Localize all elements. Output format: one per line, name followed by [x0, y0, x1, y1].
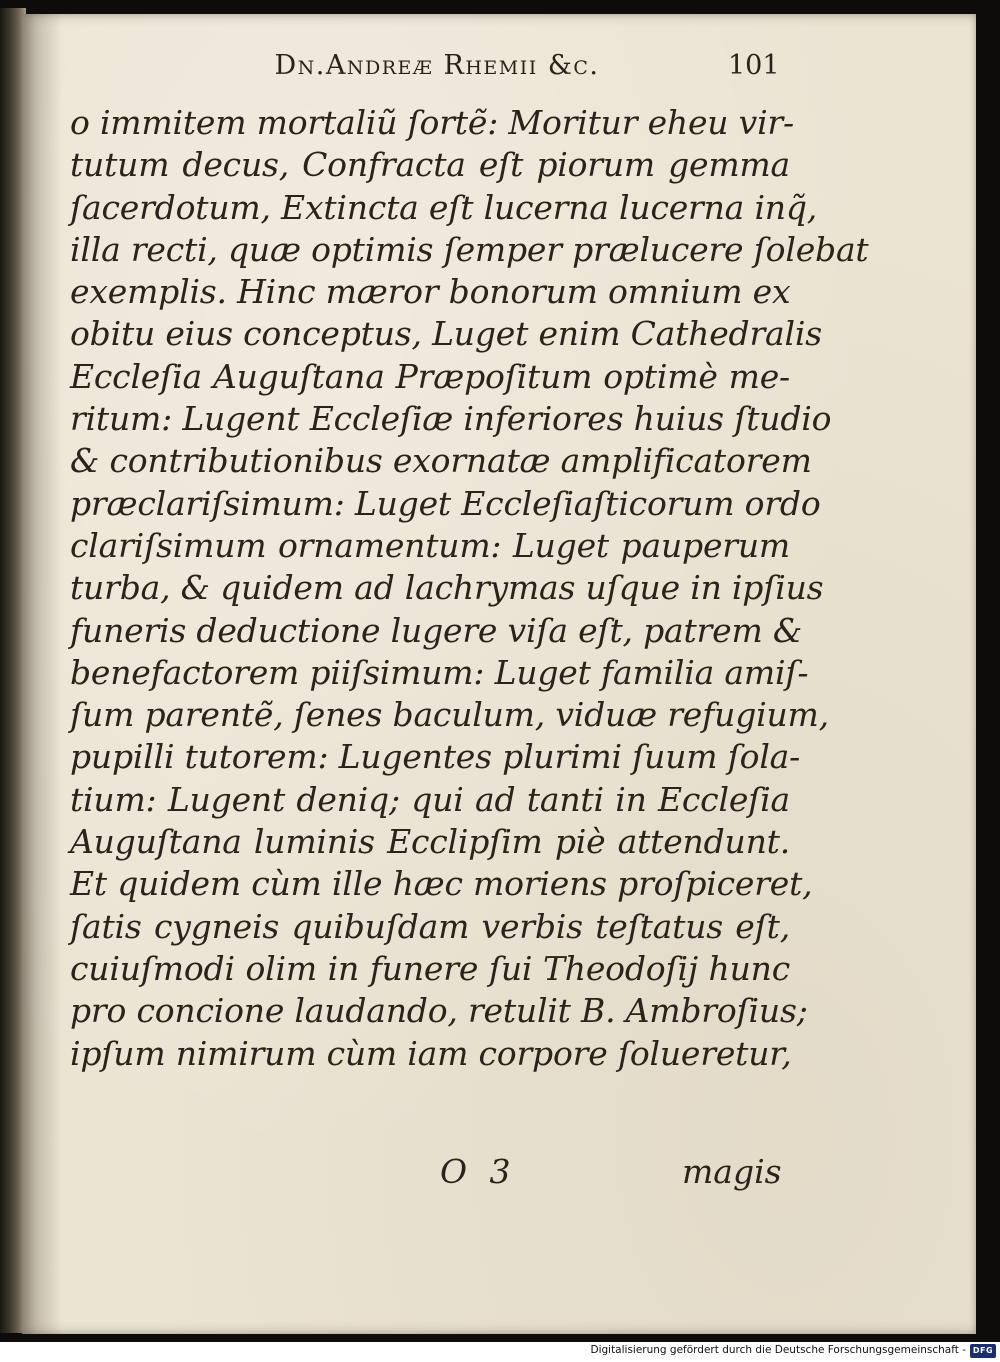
text-line: pro concione laudando, retulit B. Ambroſius; [70, 991, 808, 1031]
text-line: ſacerdotum, Extincta eſt lucerna lucerna inq̃, [70, 187, 818, 227]
funding-credit-text: Digitalisierung gefördert durch die Deutsche Forschungsgemeinschaft - [590, 1344, 966, 1356]
text-line: Auguſtana luminis Ecclipſim piè attendunt. [70, 822, 790, 862]
text-line: turba, & quidem ad lachrymas uſque in ipſius [70, 568, 824, 608]
text-line: illa recti, quæ optimis ſemper prælucere ſolebat [70, 229, 869, 269]
text-line: ritum: Lugent Eccleſiæ inferiores huius ſtudio [70, 399, 832, 439]
text-line: Eccleſia Auguſtana Præpoſitum optimè me- [70, 356, 790, 396]
book-page [22, 14, 976, 1334]
text-line: tutum decus, Confracta eſt piorum gemma [70, 145, 790, 185]
text-line: cuiuſmodi olim in funere ſui Theodoſij hunc [70, 948, 790, 988]
dfg-logo-icon: DFG [970, 1344, 996, 1358]
text-line: exemplis. Hinc mæror bonorum omnium ex [70, 272, 791, 312]
text-line: clariſsimum ornamentum: Luget pauperum [70, 525, 790, 565]
catchword: magis [682, 1152, 782, 1191]
text-line: ſatis cygneis quibuſdam verbis teſtatus eſt, [70, 906, 790, 946]
text-line: & contributionibus exornatæ amplificatorem [70, 441, 812, 481]
text-line: præclariſsimum: Luget Eccleſiaſticorum ordo [70, 483, 821, 523]
text-line: obitu eius conceptus, Luget enim Cathedralis [70, 314, 822, 354]
text-line: o immitem mortaliũ ſortẽ: Moritur eheu vir- [70, 103, 794, 142]
text-block [70, 102, 869, 1075]
running-title: Dn.Andreæ Rhemii &c. [274, 50, 600, 81]
credit-bar [0, 1342, 1000, 1362]
text-line: pupilli tutorem: Lugentes plurimi ſuum ſola- [70, 737, 801, 777]
text-line: benefactorem piiſsimum: Luget familia amiſ- [70, 652, 809, 692]
page-number: 101 [728, 50, 780, 81]
text-line: ſum parentẽ, ſenes baculum, viduæ refugium, [70, 695, 829, 735]
text-line: Et quidem cùm ille hæc moriens proſpiceret, [70, 864, 813, 904]
signature-mark: O 3 [440, 1152, 517, 1191]
text-line: tium: Lugent deniq; qui ad tanti in Eccleſia [70, 779, 790, 819]
gutter-shadow [22, 14, 62, 1334]
text-line: ipſum nimirum cùm iam corpore ſolueretur, [70, 1033, 792, 1073]
running-head [22, 50, 976, 90]
text-line: funeris deductione lugere viſa eſt, patrem & [70, 610, 803, 650]
